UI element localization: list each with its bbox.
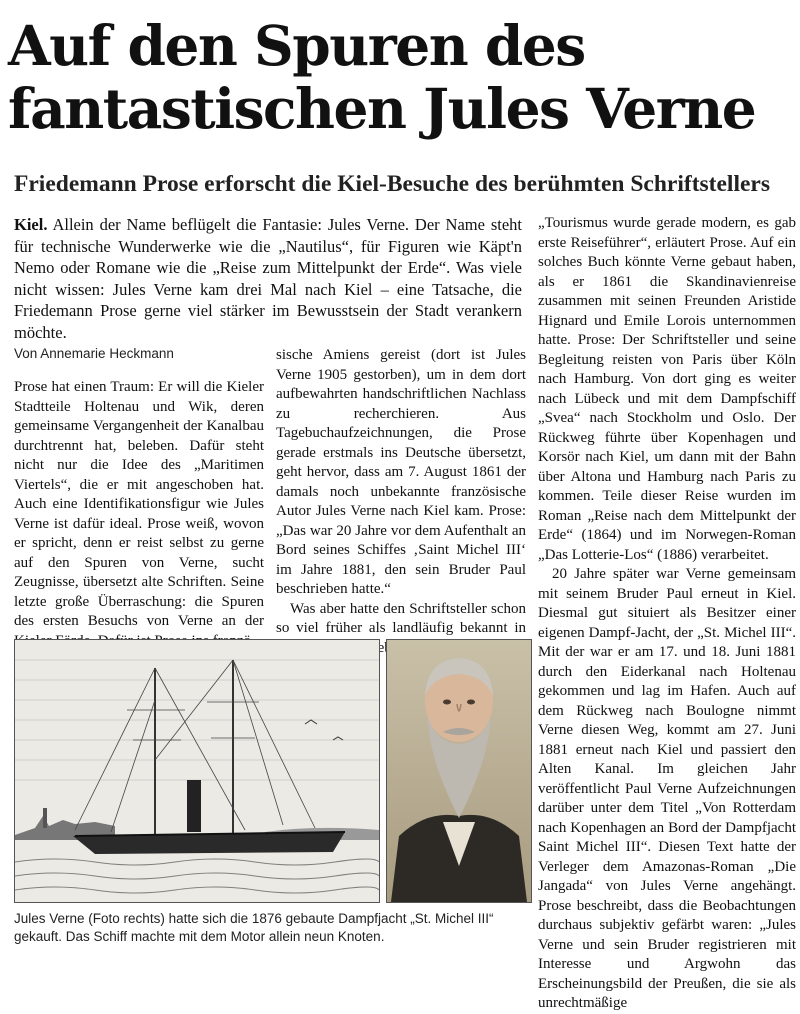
paragraph: sische Amiens gereist (dort ist Jules Verne 1905 gestorben), um in dem dort aufbewahrten handschriftlichen Nachlass zu recherchieren. Aus Tagebuchaufzeichnungen, die Prose gerade erstmals ins Deutsche übersetzt, geht hervor, dass am 7. August 1861 der damals noch unbekannte französische Autor Jules Verne nach Kiel kam. Prose: „Das war 20 Jahre vor dem Aufenthalt an Bord seines Schiffes ‚Saint Michel III‘ im Jahre 1881, den sein Bruder Paul beschrieben hatte.“ <box>276 347 526 597</box>
subheadline: Friedemann Prose erforscht die Kiel-Besuche des berühmten Schriftstellers <box>14 171 770 197</box>
column-3 <box>538 214 796 1014</box>
headline: Auf den Spuren des fantastischen Jules Verne <box>8 13 756 141</box>
photo-caption: Jules Verne (Foto rechts) hatte sich die 1876 gebaute Dampfjacht „St. Michel III“ gekauft. Das Schiff machte mit dem Motor allein neun Knoten. <box>14 911 494 944</box>
column-2 <box>276 346 526 658</box>
lead-paragraph <box>14 214 522 343</box>
jules-verne-portrait <box>386 639 532 903</box>
paragraph: Prose hat einen Traum: Er will die Kieler Stadtteile Holtenau und Wik, deren gemeinsame Vergangenheit der Kanalbau durchtrennt hat, beleben. Dafür steht nicht nur die Idee des „Maritimen Viertels“, die er mit angeschoben hat. Auch eine Identifikationsfigur wie Jules Verne ist dafür ideal. Prose weiß, wovon er spricht, denn er reist selbst zu gerne auf den Spuren von Verne, sucht Zeugnisse, übersetzt alte Schriften. Seine letzte große Überraschung: die Spuren des ersten Besuchs von Verne an der <box>14 379 264 629</box>
paragraph: Was aber hatte den Schriftsteller schon so viel früher als landläufig bekannt in getrieben? <box>276 600 526 656</box>
paragraph: 20 Jahre später war Verne gemeinsam mit seinem Bruder Paul erneut in Kiel. Diesmal gut situiert als Besitzer einer eigenen Dampf-Jacht, der „St. Michel III“. Mit der war er am 17. und 18. Juni 1881 durch den Eiderkanal nach Holtenau gekommen und lag im Hafen. Auch auf dem Rückweg nach Boulogne nimmt Verne diesen Weg, kommt am 27. Juni 1881 erneut nach Kiel und passiert den Alten Kanal. Im gleichen Jahr veröffentlicht Paul Verne Aufzeichnungen darüber unter dem Titel „Von Rotterdam nach Kopenhagen an Bord der Dampfjacht Saint Michel III“. Diesen Text hatte der Verleger dem Amazonas-Roman „Die Jangada“ von Jules Verne angehängt. Prose beschreibt, dass die Beobachtungen durchaus subjektiv gefärbt waren: „Jules Verne und sein Bruder registrieren mit Interesse und Argwohn das Erscheinungsbild der Preußen, die sie als unrechtmäßige <box>538 566 796 1011</box>
paragraph: „Tourismus wurde gerade modern, es gab erste Reiseführer“, erläutert Prose. Auf ein solches Buch könnte Verne gebaut haben, als er 1861 die Skandinavienreise zusammen mit seinen Freunden Aristide Hignard und Emile Lorois unternommen hatte. Prose: Der Schriftsteller und seine Begleitung reisten von Paris über Köln nach Hamburg. Von dort ging es weiter nach Lübeck und mit dem Dampfschiff „Svea“ nach Stockholm und Oslo. Der Rückweg führte über Kopenhagen und Korsör nach Kiel, um dann mit der Bahn über Altona und Hamburg nach Paris zu kommen. Teile dieser Reise wurden im Roman „Reise nach dem Mittelpunkt der Erde“ (1864) und im Norwegen-Roman „Das Lotterie-Los“ (1886) verarbeitet. <box>538 215 796 563</box>
lead-text: Allein der Name beflügelt die Fantasie: Jules Verne. Der Name steht für technische Wunderwerke wie die „Nautilus“, für Figuren wie Käpt'n Nemo oder Romane wie die „Reise zum Mittelpunkt der Erde“. Was viele nicht wissen: Jules Verne kam drei Mal nach Kiel – eine Tatsache, die Friedemann Prose gerne viel stärker im Bewusstsein der Stadt verankern möchte. <box>14 215 522 342</box>
byline: Von Annemarie Heckmann <box>14 346 174 361</box>
ship-illustration <box>14 639 380 903</box>
column-1 <box>14 378 264 651</box>
dateline: Kiel. <box>14 215 48 234</box>
